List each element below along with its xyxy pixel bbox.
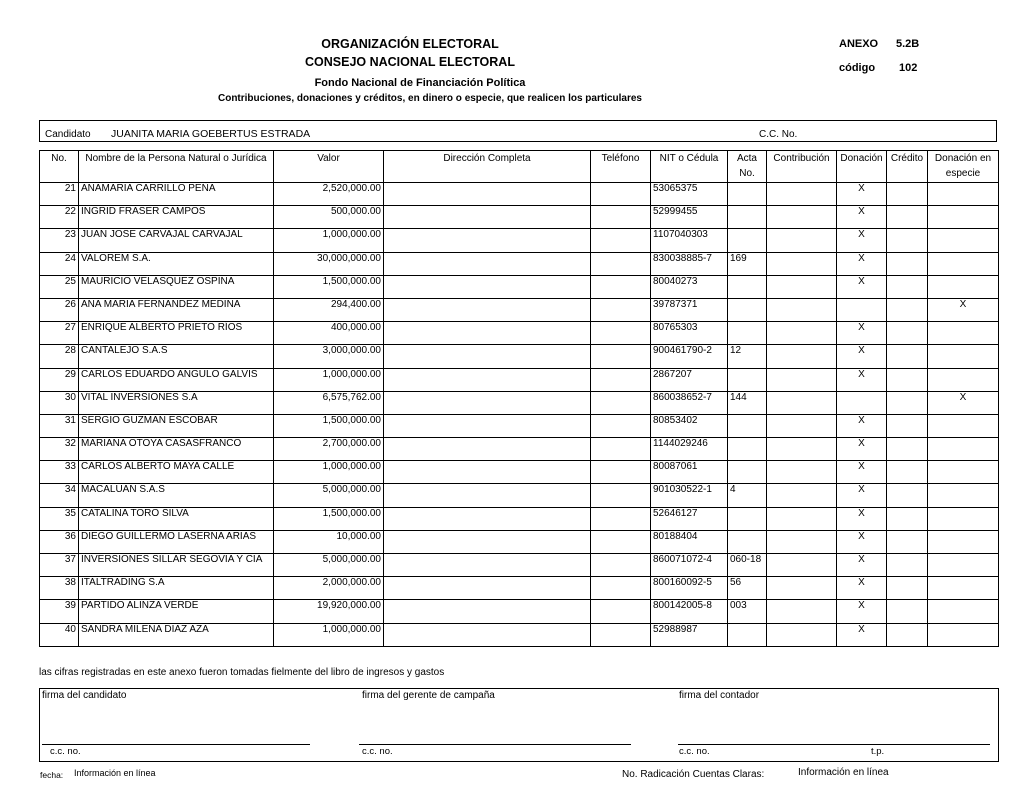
cell-nit: 52988987 <box>651 623 728 646</box>
cell-no: 30 <box>40 391 79 414</box>
cc-manager-label: c.c. no. <box>362 746 393 757</box>
table-row <box>40 345 999 368</box>
cell-especie: X <box>928 391 999 414</box>
cell-especie <box>928 183 999 206</box>
cell-no: 26 <box>40 298 79 321</box>
table-row <box>40 229 999 252</box>
table-row <box>40 438 999 461</box>
cell-no: 39 <box>40 600 79 623</box>
cell-no: 40 <box>40 623 79 646</box>
radicacion-label: No. Radicación Cuentas Claras: <box>622 769 765 780</box>
cell-especie: X <box>928 298 999 321</box>
sig-candidate-line <box>42 744 310 745</box>
cell-telefono <box>591 554 651 577</box>
cell-donacion: X <box>837 577 887 600</box>
cell-direccion <box>384 391 591 414</box>
table-row <box>40 600 999 623</box>
table-row <box>40 368 999 391</box>
cell-valor: 5,000,000.00 <box>274 554 384 577</box>
cell-direccion <box>384 414 591 437</box>
cell-direccion <box>384 507 591 530</box>
cell-valor: 2,700,000.00 <box>274 438 384 461</box>
cell-valor: 10,000.00 <box>274 530 384 553</box>
header-nit: NIT o Cédula <box>651 151 728 183</box>
cell-credito <box>887 530 928 553</box>
cell-credito <box>887 345 928 368</box>
cell-acta <box>728 414 767 437</box>
codigo-label: código <box>839 62 876 74</box>
table-row <box>40 484 999 507</box>
cell-donacion: X <box>837 206 887 229</box>
cell-valor: 1,000,000.00 <box>274 229 384 252</box>
cell-credito <box>887 554 928 577</box>
cell-acta <box>728 530 767 553</box>
cell-especie <box>928 507 999 530</box>
cell-nit: 830038885-7 <box>651 252 728 275</box>
cell-contribucion <box>767 275 837 298</box>
sig-accountant-line <box>678 744 990 745</box>
cell-donacion: X <box>837 600 887 623</box>
header-valor: Valor <box>274 151 384 183</box>
table-row <box>40 577 999 600</box>
cell-donacion <box>837 298 887 321</box>
cell-valor: 1,500,000.00 <box>274 275 384 298</box>
table-row <box>40 322 999 345</box>
header-contribucion: Contribución <box>767 151 837 183</box>
codigo-value: 102 <box>899 62 918 74</box>
cell-nit: 860038652-7 <box>651 391 728 414</box>
cell-telefono <box>591 345 651 368</box>
cell-valor: 1,000,000.00 <box>274 368 384 391</box>
cell-valor: 1,500,000.00 <box>274 507 384 530</box>
cell-direccion <box>384 368 591 391</box>
cell-credito <box>887 438 928 461</box>
cell-contribucion <box>767 345 837 368</box>
table-row <box>40 275 999 298</box>
sig-manager-line <box>359 744 631 745</box>
cell-acta <box>728 275 767 298</box>
header-telefono: Teléfono <box>591 151 651 183</box>
cell-valor: 294,400.00 <box>274 298 384 321</box>
table-row <box>40 507 999 530</box>
cell-direccion <box>384 298 591 321</box>
cell-telefono <box>591 577 651 600</box>
cell-acta <box>728 623 767 646</box>
cell-telefono <box>591 461 651 484</box>
cell-contribucion <box>767 600 837 623</box>
cell-name: JUAN JOSE CARVAJAL CARVAJAL <box>79 229 274 252</box>
cell-no: 35 <box>40 507 79 530</box>
cell-acta <box>728 461 767 484</box>
sig-candidate-label: firma del candidato <box>42 690 127 701</box>
cell-valor: 3,000,000.00 <box>274 345 384 368</box>
table-row <box>40 554 999 577</box>
cell-nit: 1107040303 <box>651 229 728 252</box>
cell-credito <box>887 252 928 275</box>
cell-valor: 1,000,000.00 <box>274 623 384 646</box>
cell-nit: 80853402 <box>651 414 728 437</box>
header-especie: Donación en especie <box>928 151 999 183</box>
cell-name: MAURICIO VELASQUEZ OSPINA <box>79 275 274 298</box>
cell-telefono <box>591 484 651 507</box>
table-row <box>40 461 999 484</box>
cell-contribucion <box>767 298 837 321</box>
cell-credito <box>887 623 928 646</box>
cell-direccion <box>384 183 591 206</box>
cell-direccion <box>384 345 591 368</box>
cell-credito <box>887 368 928 391</box>
cell-telefono <box>591 229 651 252</box>
cell-acta: 12 <box>728 345 767 368</box>
cell-nit: 900461790-2 <box>651 345 728 368</box>
cell-especie <box>928 623 999 646</box>
header-credito: Crédito <box>887 151 928 183</box>
cell-credito <box>887 183 928 206</box>
ledger-note: las cifras registradas en este anexo fueron tomadas fielmente del libro de ingresos y gastos <box>39 667 445 678</box>
cell-name: ENRIQUE ALBERTO PRIETO RÍOS <box>79 322 274 345</box>
form-subtitle: Contribuciones, donaciones y créditos, en dinero o especie, que realicen los particulares <box>217 93 642 104</box>
cell-acta <box>728 229 767 252</box>
cell-acta <box>728 507 767 530</box>
cell-name: VITAL INVERSIONES S.A <box>79 391 274 414</box>
table-row <box>40 530 999 553</box>
signature-box <box>39 688 999 762</box>
table-row <box>40 391 999 414</box>
cell-no: 21 <box>40 183 79 206</box>
cell-valor: 2,520,000.00 <box>274 183 384 206</box>
cell-nit: 800142005-8 <box>651 600 728 623</box>
cell-especie <box>928 530 999 553</box>
table-header-row <box>40 151 999 183</box>
header-direccion: Dirección Completa <box>384 151 591 183</box>
cell-especie <box>928 345 999 368</box>
cell-name: ITALTRADING S.A <box>79 577 274 600</box>
cell-especie <box>928 577 999 600</box>
table-row <box>40 414 999 437</box>
cell-name: SERGIO GUZMAN ESCOBAR <box>79 414 274 437</box>
cell-acta <box>728 298 767 321</box>
candidate-cc-label: C.C. No. <box>759 129 798 140</box>
cell-contribucion <box>767 252 837 275</box>
cell-valor: 400,000.00 <box>274 322 384 345</box>
cell-acta: 169 <box>728 252 767 275</box>
anexo-label: ANEXO <box>839 38 879 50</box>
cell-valor: 5,000,000.00 <box>274 484 384 507</box>
header-acta: Acta No. <box>728 151 767 183</box>
cell-especie <box>928 275 999 298</box>
cell-nit: 80087061 <box>651 461 728 484</box>
cell-direccion <box>384 600 591 623</box>
cell-acta: 060-18 <box>728 554 767 577</box>
cell-name: ANA MARIA FERNANDEZ MEDINA <box>79 298 274 321</box>
cell-telefono <box>591 183 651 206</box>
cell-contribucion <box>767 368 837 391</box>
cell-credito <box>887 461 928 484</box>
cell-telefono <box>591 391 651 414</box>
cell-donacion: X <box>837 484 887 507</box>
cell-credito <box>887 577 928 600</box>
cell-acta: 144 <box>728 391 767 414</box>
cell-contribucion <box>767 461 837 484</box>
cell-contribucion <box>767 414 837 437</box>
cell-no: 25 <box>40 275 79 298</box>
radicacion-value: Información en línea <box>798 767 889 778</box>
cell-telefono <box>591 414 651 437</box>
cell-acta: 4 <box>728 484 767 507</box>
cell-donacion <box>837 391 887 414</box>
contributions-table <box>39 150 999 647</box>
cell-name: CANTALEJO S.A.S <box>79 345 274 368</box>
cell-telefono <box>591 507 651 530</box>
cell-no: 28 <box>40 345 79 368</box>
cell-donacion: X <box>837 554 887 577</box>
cell-contribucion <box>767 554 837 577</box>
cell-telefono <box>591 298 651 321</box>
cell-donacion: X <box>837 252 887 275</box>
cell-telefono <box>591 600 651 623</box>
cell-telefono <box>591 623 651 646</box>
cell-contribucion <box>767 206 837 229</box>
cell-donacion: X <box>837 183 887 206</box>
council-title: CONSEJO NACIONAL ELECTORAL <box>305 55 515 69</box>
cell-name: INVERSIONES SILLAR SEGOVIA Y CIA <box>79 554 274 577</box>
table-row <box>40 206 999 229</box>
fecha-label: fecha: <box>40 770 64 780</box>
cell-nit: 53065375 <box>651 183 728 206</box>
cell-name: ANAMARIA CARRILLO PEÑA <box>79 183 274 206</box>
cell-direccion <box>384 577 591 600</box>
cc-accountant-label: c.c. no. <box>679 746 710 757</box>
cell-contribucion <box>767 322 837 345</box>
header-donacion: Donación <box>837 151 887 183</box>
cell-donacion: X <box>837 229 887 252</box>
cell-direccion <box>384 252 591 275</box>
org-title: ORGANIZACIÓN ELECTORAL <box>321 37 499 51</box>
cell-acta <box>728 438 767 461</box>
cell-especie <box>928 484 999 507</box>
cell-donacion: X <box>837 414 887 437</box>
cell-direccion <box>384 530 591 553</box>
cell-telefono <box>591 206 651 229</box>
cell-nit: 800160092-5 <box>651 577 728 600</box>
fecha-value: Información en línea <box>74 768 156 778</box>
cell-name: INGRID FRASER CAMPOS <box>79 206 274 229</box>
cell-telefono <box>591 322 651 345</box>
cell-direccion <box>384 438 591 461</box>
cell-acta: 003 <box>728 600 767 623</box>
cell-especie <box>928 554 999 577</box>
cell-especie <box>928 252 999 275</box>
cell-contribucion <box>767 229 837 252</box>
cell-especie <box>928 461 999 484</box>
cell-no: 22 <box>40 206 79 229</box>
cell-valor: 2,000,000.00 <box>274 577 384 600</box>
table-row <box>40 298 999 321</box>
sig-accountant-label: firma del contador <box>679 690 760 701</box>
cell-donacion: X <box>837 461 887 484</box>
cell-contribucion <box>767 484 837 507</box>
cell-especie <box>928 322 999 345</box>
cell-nit: 39787371 <box>651 298 728 321</box>
cell-nit: 1144029246 <box>651 438 728 461</box>
cell-contribucion <box>767 530 837 553</box>
cell-telefono <box>591 438 651 461</box>
cell-telefono <box>591 368 651 391</box>
cell-donacion: X <box>837 438 887 461</box>
header-no: No. <box>40 151 79 183</box>
cell-nit: 2867207 <box>651 368 728 391</box>
cell-telefono <box>591 275 651 298</box>
cell-name: CARLOS EDUARDO ANGULO GALVIS <box>79 368 274 391</box>
cell-contribucion <box>767 507 837 530</box>
cell-nit: 901030522-1 <box>651 484 728 507</box>
cell-credito <box>887 414 928 437</box>
cell-credito <box>887 275 928 298</box>
cell-nit: 52999455 <box>651 206 728 229</box>
cell-no: 36 <box>40 530 79 553</box>
cell-donacion: X <box>837 507 887 530</box>
cell-donacion: X <box>837 322 887 345</box>
cell-especie <box>928 368 999 391</box>
cell-name: MACALUAN S.A.S <box>79 484 274 507</box>
cell-especie <box>928 206 999 229</box>
cell-no: 32 <box>40 438 79 461</box>
cell-no: 31 <box>40 414 79 437</box>
cell-no: 24 <box>40 252 79 275</box>
cell-donacion: X <box>837 368 887 391</box>
cell-credito <box>887 229 928 252</box>
cell-credito <box>887 600 928 623</box>
cell-acta: 56 <box>728 577 767 600</box>
anexo-value: 5.2B <box>896 38 920 50</box>
cell-credito <box>887 507 928 530</box>
sig-manager-label: firma del gerente de campaña <box>362 690 495 701</box>
cell-contribucion <box>767 391 837 414</box>
cell-credito <box>887 391 928 414</box>
cell-especie <box>928 438 999 461</box>
cell-donacion: X <box>837 530 887 553</box>
candidate-label: Candidato <box>45 129 91 140</box>
cell-no: 34 <box>40 484 79 507</box>
cell-direccion <box>384 322 591 345</box>
cell-credito <box>887 322 928 345</box>
cell-acta <box>728 183 767 206</box>
cell-contribucion <box>767 438 837 461</box>
cc-candidate-label: c.c. no. <box>50 746 81 757</box>
cell-nit: 80188404 <box>651 530 728 553</box>
cell-nit: 80040273 <box>651 275 728 298</box>
table-row <box>40 623 999 646</box>
cell-valor: 19,920,000.00 <box>274 600 384 623</box>
cell-donacion: X <box>837 345 887 368</box>
tp-label: t.p. <box>871 746 885 757</box>
header-name: Nombre de la Persona Natural o Jurídica <box>79 151 274 183</box>
cell-especie <box>928 600 999 623</box>
cell-valor: 1,000,000.00 <box>274 461 384 484</box>
cell-name: MARIANA OTOYA CASASFRANCO <box>79 438 274 461</box>
cell-no: 33 <box>40 461 79 484</box>
cell-donacion: X <box>837 623 887 646</box>
fund-title: Fondo Nacional de Financiación Política <box>314 77 526 89</box>
table-row <box>40 183 999 206</box>
cell-no: 37 <box>40 554 79 577</box>
cell-valor: 30,000,000.00 <box>274 252 384 275</box>
cell-donacion: X <box>837 275 887 298</box>
cell-telefono <box>591 252 651 275</box>
cell-direccion <box>384 275 591 298</box>
cell-no: 29 <box>40 368 79 391</box>
cell-contribucion <box>767 183 837 206</box>
cell-name: CARLOS ALBERTO MAYA CALLE <box>79 461 274 484</box>
candidate-name: JUANITA MARIA GOEBERTUS ESTRADA <box>111 128 311 140</box>
cell-credito <box>887 298 928 321</box>
cell-direccion <box>384 229 591 252</box>
cell-credito <box>887 206 928 229</box>
cell-no: 23 <box>40 229 79 252</box>
cell-contribucion <box>767 623 837 646</box>
cell-name: DIEGO GUILLERMO LASERNA ARIAS <box>79 530 274 553</box>
cell-acta <box>728 206 767 229</box>
cell-name: SANDRA MILENA DIAZ AZA <box>79 623 274 646</box>
cell-direccion <box>384 554 591 577</box>
cell-valor: 1,500,000.00 <box>274 414 384 437</box>
cell-valor: 6,575,762.00 <box>274 391 384 414</box>
cell-direccion <box>384 461 591 484</box>
cell-name: PARTIDO ALINZA VERDE <box>79 600 274 623</box>
cell-especie <box>928 229 999 252</box>
cell-name: CATALINA TORO SILVA <box>79 507 274 530</box>
cell-nit: 80765303 <box>651 322 728 345</box>
cell-name: VALOREM S.A. <box>79 252 274 275</box>
cell-acta <box>728 368 767 391</box>
cell-nit: 860071072-4 <box>651 554 728 577</box>
cell-telefono <box>591 530 651 553</box>
cell-direccion <box>384 623 591 646</box>
cell-direccion <box>384 206 591 229</box>
cell-no: 27 <box>40 322 79 345</box>
cell-contribucion <box>767 577 837 600</box>
cell-acta <box>728 322 767 345</box>
cell-especie <box>928 414 999 437</box>
cell-nit: 52646127 <box>651 507 728 530</box>
cell-valor: 500,000.00 <box>274 206 384 229</box>
cell-direccion <box>384 484 591 507</box>
cell-credito <box>887 484 928 507</box>
cell-no: 38 <box>40 577 79 600</box>
table-row <box>40 252 999 275</box>
